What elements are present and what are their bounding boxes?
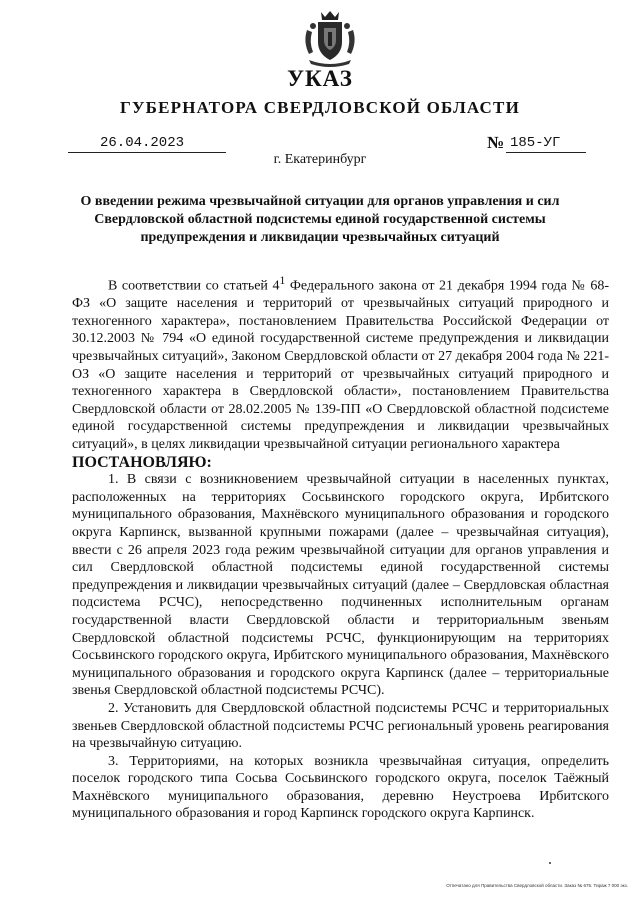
scan-dot — [549, 862, 551, 864]
decree-word: ПОСТАНОВЛЯЮ: — [72, 453, 212, 471]
city: г. Екатеринбург — [273, 152, 367, 167]
issuer-title: ГУБЕРНАТОРА СВЕРДЛОВСКОЙ ОБЛАСТИ — [119, 98, 521, 117]
coat-of-arms-icon — [299, 8, 361, 70]
item-3-paragraph: 3. Территориями, на которых возникла чрезвычайная ситуация, определить поселок городского типа Сосьва Сосьвинского городского округа, поселок Таёжный Махнёвского муниципального образования, деревню Неустроева Ирбитского муниципального образования и город Карпинск городского округа Карпинск. — [72, 753, 609, 822]
document-body — [72, 272, 609, 823]
document-number: 185-УГ — [510, 135, 561, 151]
preamble-paragraph — [72, 272, 609, 454]
item-2-paragraph: 2. Установить для Свердловской областной подсистемы РСЧС и территориальных звеньев Свердловской областной подсистемы РСЧС региональный уровень реагирования на чрезвычайную ситуацию. — [72, 700, 609, 752]
number-label: № — [487, 133, 505, 152]
article-superscript: 1 — [279, 274, 286, 287]
preamble-text-1: В соответствии со статьей 4 — [108, 278, 280, 294]
document-date: 26.04.2023 — [100, 135, 185, 151]
item-1-paragraph: 1. В связи с возникновением чрезвычайной ситуации в населенных пунктах, расположенных на территориях Сосьвинского городского округа, Ирбитского муниципального образования, Махнёвского муниципального образования и городского округа Карпинск, вызванной крупными пожарами (далее – чрезвычайная ситуация), ввести с 26 апреля 2023 года режим чрезвычайной ситуации для органов управления и сил Свердловской областной подсистемы единой государственной системы предупреждения и ликвидации чрезвычайных ситуаций (далее – Свердловская областная подсистема РСЧС), непосредственно подчиненных исполнительным органам государственной власти Свердловской области и территориальным звеньям Свердловской областной подсистемы РСЧС, функционирующим на территориях Сосьвинского городского округа, Ирбитского муниципального образования, Махнёвского муниципального образования и городского округа Карпинск (далее – территориальные звенья Свердловской областной подсистемы РСЧС). — [72, 472, 609, 699]
document-heading: О введении режима чрезвычайной ситуации для органов управления и сил Свердловской областной подсистемы единой государственной системы предупреждения и ликвидации чрезвычайных ситуаций — [80, 194, 560, 245]
document-type-title: УКАЗ — [287, 66, 353, 91]
preamble-text-2: Федерального закона от 21 декабря 1994 года № 68-ФЗ «О защите населения и территорий от чрезвычайных ситуаций природного и техногенного характера», постановлением Правительства Российской Федерации от 30.12.2003 № 794 «О единой государственной системе предупреждения и ликвидации чрезвычайных ситуаций», Законом Свердловской области от 27 декабря 2004 года № 221-ОЗ «О защите населения и территорий от чрезвычайных ситуаций природного и техногенного характера в Свердловской области», постановлением Правительства Свердловской области от 28.02.2005 № 139-ПП «О Свердловской областной подсистеме единой государственной системы предупреждения и ликвидации чрезвычайных ситуаций», в целях ликвидации чрезвычайной ситуации регионального характера — [72, 278, 609, 452]
print-footer: Отпечатано для Правительства Свердловской области. Заказ № 675. Тираж 7 000 экз. — [446, 883, 628, 888]
